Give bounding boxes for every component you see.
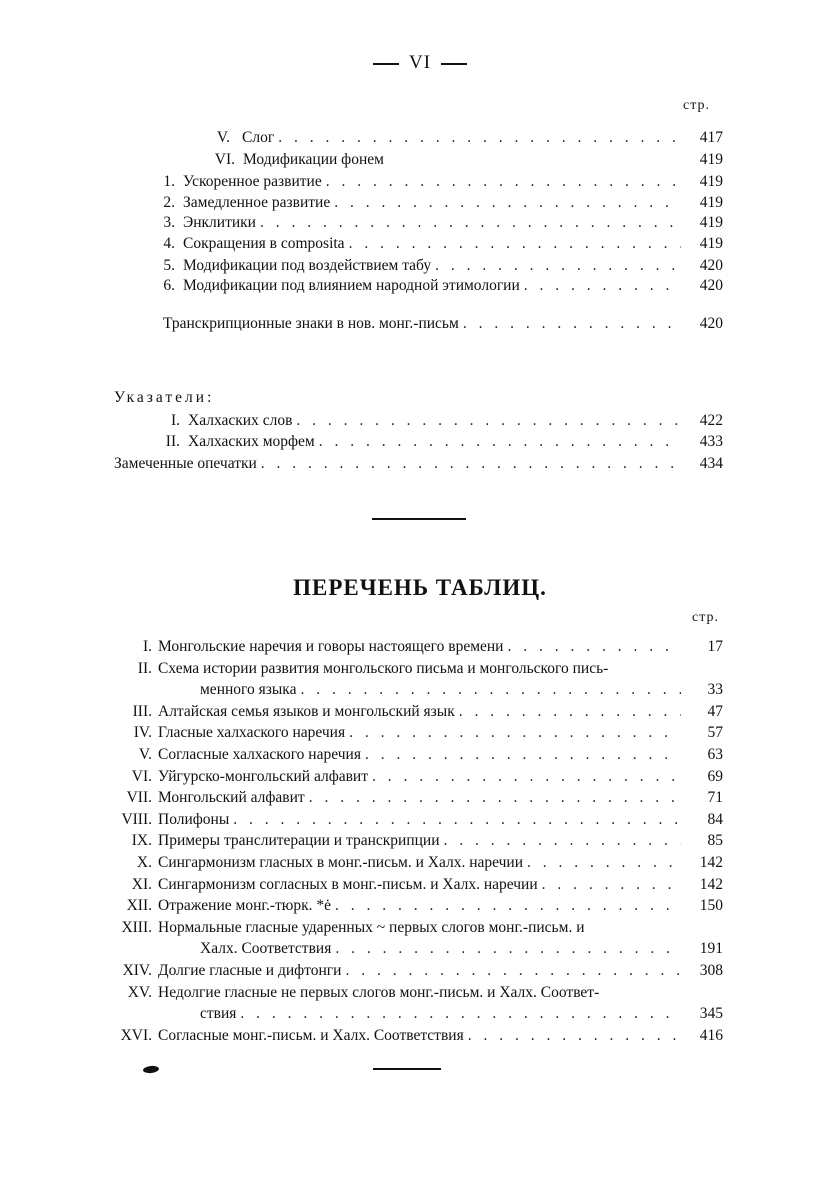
table-title: Халх. Соответствия — [200, 940, 332, 958]
toc-line — [150, 234, 723, 255]
leader-dots — [542, 875, 681, 895]
toc-page: 419 — [699, 151, 723, 168]
table-entry-line — [92, 853, 723, 874]
toc-line — [150, 193, 723, 214]
toc-line — [150, 213, 723, 234]
toc-number: 1. — [163, 173, 175, 190]
leader-dots — [319, 432, 681, 452]
table-number: XIV. — [122, 962, 152, 979]
table-entry-line — [92, 831, 723, 852]
table-title: Долгие гласные и дифтонги — [158, 962, 342, 979]
table-entry-line — [92, 767, 723, 788]
table-number: X. — [136, 854, 152, 871]
toc-text: Замеченные опечатки — [114, 455, 257, 472]
table-title: Примеры транслитерации и транскрипции — [158, 832, 440, 850]
header-dash-left — [373, 63, 399, 65]
ink-blot — [143, 1065, 160, 1074]
table-page: 142 — [699, 875, 723, 893]
leader-dots — [507, 637, 681, 657]
toc-page: 419 — [699, 235, 723, 252]
leader-dots — [345, 961, 681, 981]
index-line — [150, 411, 723, 432]
toc-number: 2. — [163, 194, 175, 211]
leader-dots — [349, 234, 681, 254]
table-entry-line — [92, 961, 723, 982]
table-entry-line — [200, 680, 723, 701]
table-entry-line — [92, 788, 723, 809]
toc-line-errata — [114, 454, 723, 475]
table-title: ствия — [200, 1005, 237, 1023]
index-page: 433 — [699, 433, 723, 450]
table-number: XVI. — [120, 1026, 152, 1044]
table-entry-line — [92, 918, 723, 939]
table-title: Монгольские наречия и говоры настоящего времени — [158, 638, 504, 655]
table-page: 69 — [707, 767, 723, 785]
table-title: Сингармонизм согласных в монг.-письм. и Халх. наречии — [158, 875, 538, 893]
toc-text: Модификации фонем — [243, 151, 384, 168]
table-page: 142 — [699, 854, 723, 871]
table-number: XII. — [126, 897, 152, 915]
header-dash-right — [441, 63, 467, 65]
table-page: 345 — [699, 1005, 723, 1023]
table-number: XIII. — [121, 918, 152, 936]
table-title: менного языка — [200, 681, 297, 699]
toc-page: 419 — [699, 173, 723, 190]
index-number: II. — [165, 433, 180, 450]
table-title: Нормальные гласные ударенных ~ первых слогов монг.-письм. и — [158, 918, 585, 936]
toc-text: Замедленное развитие — [183, 194, 331, 211]
leader-dots — [468, 1026, 681, 1046]
leader-dots — [444, 831, 682, 851]
toc-number: 4. — [163, 235, 175, 252]
toc-line — [150, 256, 723, 277]
leader-dots — [527, 853, 681, 873]
toc-text: Транскрипционные знаки в нов. монг.-письм — [163, 315, 459, 332]
leader-dots — [335, 896, 681, 916]
table-page: 150 — [699, 897, 723, 915]
indexes-heading: Указатели: — [114, 389, 215, 406]
table-title: Алтайская семья языков и монгольский язык — [158, 702, 455, 720]
table-title: Монгольский алфавит — [158, 789, 305, 807]
table-number: VIII. — [121, 810, 152, 828]
toc-page: 419 — [699, 214, 723, 231]
table-entry-line — [200, 1004, 723, 1025]
toc-number: 3. — [163, 214, 175, 231]
leader-dots — [309, 788, 681, 808]
leader-dots — [300, 680, 681, 700]
page-column-label: стр. — [683, 98, 711, 113]
leader-dots — [240, 1004, 681, 1024]
leader-dots — [260, 213, 681, 233]
leader-dots — [278, 128, 681, 148]
table-number: IV. — [133, 724, 152, 742]
toc-line — [150, 172, 723, 193]
toc-text: Слог — [242, 129, 275, 146]
table-entry-line — [92, 983, 723, 1004]
table-number: VI. — [131, 767, 152, 785]
index-number: I. — [170, 412, 180, 429]
toc-number: V. — [216, 129, 230, 146]
table-number: V. — [138, 746, 152, 763]
index-text: Халхаских морфем — [188, 433, 315, 450]
leader-dots — [365, 745, 681, 765]
toc-text: Сокращения в composita — [183, 235, 345, 252]
table-entry-line — [92, 875, 723, 896]
section-title: ПЕРЕЧЕНЬ ТАБЛИЦ. — [293, 575, 547, 600]
leader-dots — [459, 702, 681, 722]
toc-page: 434 — [699, 455, 723, 472]
toc-number: VI. — [214, 151, 235, 168]
leader-dots — [463, 314, 681, 334]
leader-dots — [326, 172, 681, 192]
table-title: Уйгурско-монгольский алфавит — [158, 767, 368, 785]
table-page: 47 — [707, 702, 723, 720]
table-entry-line — [92, 702, 723, 723]
index-text: Халхаских слов — [188, 412, 293, 429]
toc-number: 6. — [163, 277, 175, 294]
table-number: XI. — [131, 875, 152, 893]
toc-line-transcription — [163, 314, 723, 335]
leader-dots — [524, 276, 681, 296]
table-title: Согласные монг.-письм. и Халх. Соответствия — [158, 1026, 464, 1044]
table-title: Полифоны — [158, 810, 230, 828]
table-page: 63 — [707, 746, 723, 763]
toc-number: 5. — [163, 257, 175, 274]
toc-page: 419 — [699, 194, 723, 211]
table-page: 416 — [699, 1026, 723, 1044]
table-entry-line — [92, 810, 723, 831]
table-number: I. — [142, 638, 152, 655]
table-page: 308 — [699, 962, 723, 979]
table-number: XV. — [127, 983, 152, 1001]
table-page: 191 — [699, 940, 723, 958]
toc-text: Модификации под воздействием табу — [183, 257, 432, 274]
leader-dots — [296, 411, 681, 431]
page-column-label: стр. — [692, 610, 720, 625]
toc-text: Ускоренное развитие — [183, 173, 322, 190]
toc-line — [190, 150, 723, 171]
table-entry-line — [92, 723, 723, 744]
toc-page: 420 — [699, 257, 723, 274]
table-page: 71 — [707, 789, 723, 807]
end-rule — [373, 1068, 441, 1070]
table-title: Согласные халхаского наречия — [158, 746, 361, 763]
page-header — [0, 52, 840, 74]
table-title: Недолгие гласные не первых слогов монг.-письм. и Халх. Соответ- — [158, 983, 600, 1001]
table-entry-line — [92, 659, 723, 680]
table-page: 85 — [707, 832, 723, 850]
table-number: III. — [132, 702, 152, 720]
toc-text: Энклитики — [183, 214, 256, 231]
table-page: 84 — [707, 810, 723, 828]
section-divider — [372, 518, 466, 520]
leader-dots — [349, 723, 681, 743]
table-page: 57 — [707, 724, 723, 742]
table-entry-line — [200, 939, 723, 960]
leader-dots — [372, 767, 681, 787]
table-entry-line — [92, 637, 723, 658]
leader-dots — [435, 256, 681, 276]
table-title: Схема истории развития монгольского письма и монгольского пись- — [158, 659, 609, 677]
table-title: Сингармонизм гласных в монг.-письм. и Халх. наречии — [158, 854, 524, 871]
leader-dots — [261, 454, 681, 474]
toc-page: 420 — [699, 277, 723, 294]
toc-text: Модификации под влиянием народной этимологии — [183, 277, 520, 294]
table-entry-line — [92, 745, 723, 766]
leader-dots — [335, 939, 681, 959]
table-number: VII. — [126, 789, 152, 807]
table-page: 17 — [707, 638, 723, 655]
index-page: 422 — [699, 412, 723, 429]
table-entry-line — [92, 896, 723, 917]
page-number: VI — [408, 52, 432, 73]
table-entry-line — [92, 1026, 723, 1047]
table-title: Отражение монг.-тюрк. *ė — [158, 897, 332, 915]
leader-dots — [233, 810, 681, 830]
table-number: II. — [137, 659, 152, 677]
table-number: IX. — [131, 832, 152, 850]
index-line — [150, 432, 723, 453]
toc-page: 417 — [699, 129, 723, 146]
toc-page: 420 — [699, 315, 723, 332]
toc-line — [190, 128, 723, 149]
toc-line — [150, 276, 723, 297]
leader-dots — [334, 193, 681, 213]
table-page: 33 — [707, 681, 723, 699]
table-title: Гласные халхаского наречия — [158, 724, 346, 742]
